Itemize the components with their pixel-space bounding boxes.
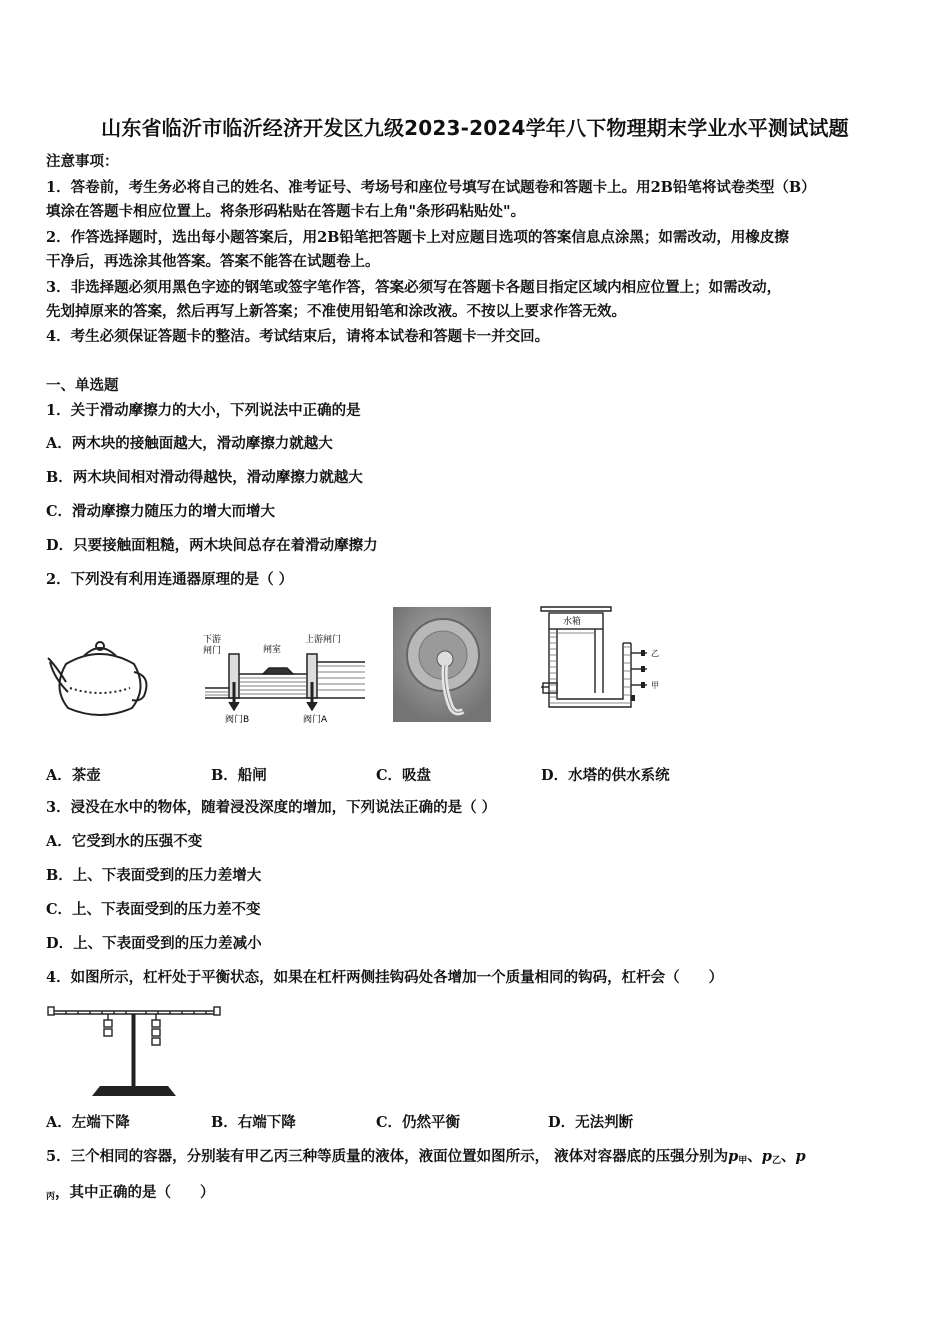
q3-option-b: B．上、下表面受到的压力差增大 [46,867,262,884]
q3-option-d: D．上、下表面受到的压力差减小 [46,935,262,952]
q5-p-jia: p [728,1148,739,1165]
q2-option-a: A．茶壶 [46,767,101,784]
notice-line: 1．答卷前，考生务必将自己的姓名、准考证号、考场号和座位号填写在试题卷和答题卡上。用2B铅笔将试卷类型（B） [46,179,816,196]
notice-line: 填涂在答题卡相应位置上。将条形码粘贴在答题卡右上角"条形码粘贴处"。 [46,203,526,220]
lock-label-valve-a: 阀门A [303,715,328,725]
notice-line: 先划掉原来的答案，然后再写上新答案；不准使用铅笔和涂改液。不按以上要求作答无效。 [46,303,626,320]
water-tower-figure [535,603,670,718]
question-1-stem: 1．关于滑动摩擦力的大小，下列说法中正确的是 [46,402,361,419]
notice-line: 4．考生必须保证答题卡的整洁。考试结束后，请将本试卷和答题卡一并交回。 [46,328,550,345]
notice-line: 2．作答选择题时，选出每小题答案后，用2B铅笔把答题卡上对应题目选项的答案信息点涂黑；如需改动，用橡皮擦 [46,229,789,246]
question-4-stem: 4．如图所示，杠杆处于平衡状态，如果在杠杆两侧挂钩码处各增加一个质量相同的钩码，杠杆会（ ） [46,969,724,986]
ship-lock-figure [203,632,368,726]
lock-label-valve-b: 阀门B [225,715,250,725]
q5-p-bing: p [795,1148,806,1165]
notice-line: 3．非选择题必须用黑色字迹的钢笔或签字笔作答，答案必须写在答题卡各题目指定区域内相应位置上；如需改动， [46,279,782,296]
q4-option-b: B．右端下降 [211,1114,296,1131]
lock-label-gate: 闸门 [203,646,222,656]
q1-option-b: B．两木块间相对滑动得越快，滑动摩擦力就越大 [46,469,363,486]
q4-option-c: C．仍然平衡 [376,1114,461,1131]
q5-sub-yi: 乙 [771,1156,781,1166]
q1-option-c: C．滑动摩擦力随压力的增大而增大 [46,503,276,520]
q4-option-a: A．左端下降 [46,1114,130,1131]
q5-p-yi: p [761,1148,772,1165]
lever-figure [44,1000,230,1100]
q5-stem-part1: 5．三个相同的容器，分别装有甲乙丙三种等质量的液体，液面位置如图所示， 液体对容器底的压强分别为 [46,1148,729,1165]
q2-option-c: C．吸盘 [376,767,432,784]
q3-option-c: C．上、下表面受到的压力差不变 [46,901,261,918]
notice-line: 干净后，再选涂其他答案。答案不能答在试题卷上。 [46,253,380,270]
q4-option-d: D．无法判断 [548,1114,634,1131]
lock-label-downstream: 下游 [203,635,222,645]
q3-option-a: A．它受到水的压强不变 [46,833,203,850]
lock-label-upstream: 上游闸门 [305,635,342,645]
q5-separator: 、 [747,1148,762,1165]
q1-option-d: D．只要接触面粗糙，两木块间总存在着滑动摩擦力 [46,537,378,554]
q5-sub-bing: 丙 [46,1192,56,1202]
page-title: 山东省临沂市临沂经济开发区九级2023-2024学年八下物理期末学业水平测试试题 [101,116,849,140]
q5-sub-jia: 甲 [738,1156,748,1166]
q2-option-d: D．水塔的供水系统 [541,767,670,784]
question-3-stem: 3．浸没在水中的物体，随着浸没深度的增加，下列说法正确的是（ ） [46,799,497,816]
notice-heading: 注意事项： [46,153,119,170]
suction-cup-figure [393,607,491,722]
lock-label-chamber: 闸室 [263,645,282,655]
question-5-stem-cont [46,1183,215,1207]
tower-label-jia: 甲 [651,681,659,690]
tower-label-yi: 乙 [651,649,659,658]
question-2-stem: 2．下列没有利用连通器原理的是（ ） [46,571,294,588]
q5-separator: 、 [780,1148,796,1165]
section-heading: 一、单选题 [46,377,119,394]
q2-option-b: B．船闸 [211,767,267,784]
question-5-stem [46,1147,806,1171]
tower-label-tank: 水箱 [563,617,582,627]
q1-option-a: A．两木块的接触面越大，滑动摩擦力就越大 [46,435,333,452]
q5-stem-part2: ，其中正确的是（ ） [55,1184,215,1201]
teapot-figure [44,632,156,724]
